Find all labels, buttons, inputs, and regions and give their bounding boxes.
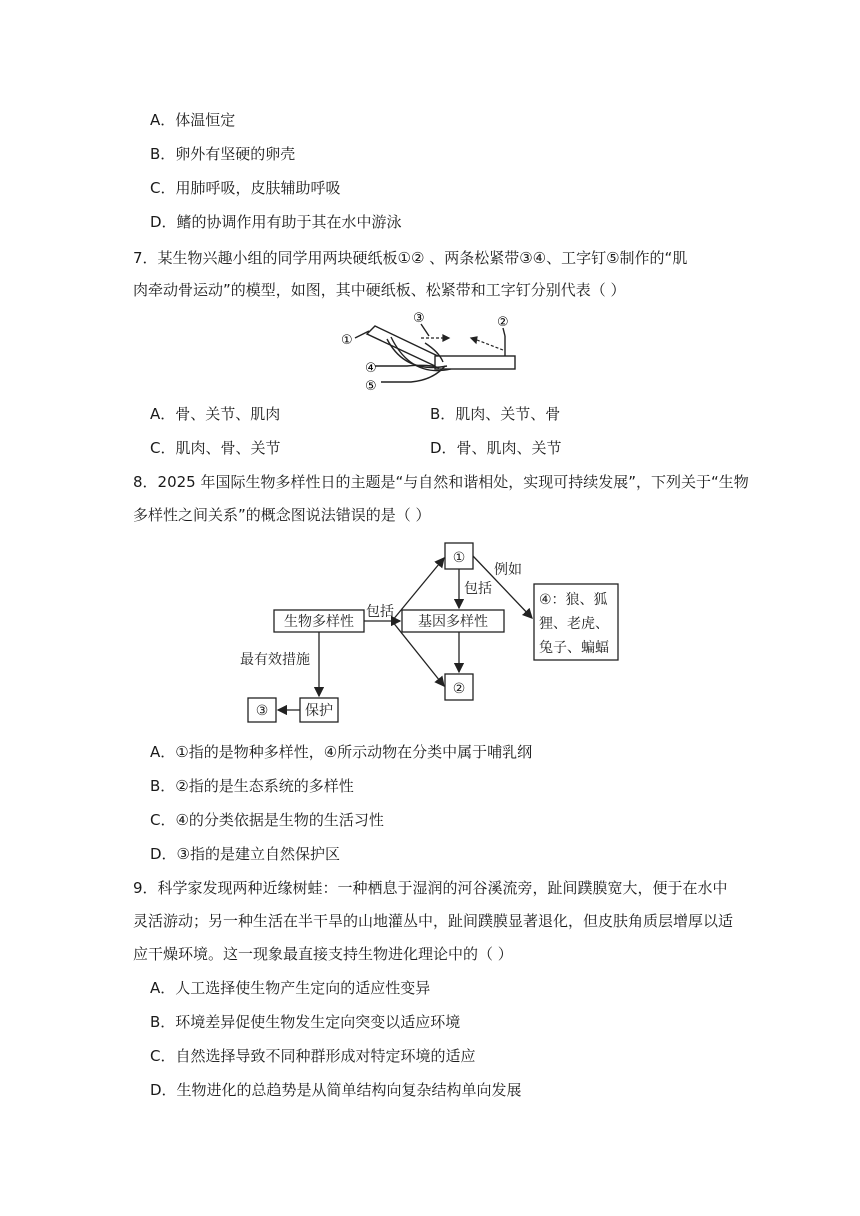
q8-label-example: 例如: [494, 562, 522, 578]
q9-stem-line1: 9．科学家发现两种近缘树蛙：一种栖息于湿润的河谷溪流旁，趾间蹼膜宽大，便于在水中: [133, 879, 728, 897]
q7-option-a: A．骨、关节、肌肉: [150, 405, 281, 423]
q7-muscle-model-figure: [335, 306, 525, 396]
q9-stem-line3: 应干燥环境。这一现象最直接支持生物进化理论中的（ ）: [133, 945, 513, 963]
q7-option-c: C．肌肉、骨、关节: [150, 439, 281, 457]
q6-option-d: D．鳍的协调作用有助于其在水中游泳: [150, 213, 402, 231]
q8-box-1-label: ①: [452, 550, 466, 566]
q8-label-include: 包括: [366, 604, 394, 620]
q9-option-d: D．生物进化的总趋势是从简单结构向复杂结构单向发展: [150, 1081, 522, 1099]
q7-stem-line1: 7．某生物兴趣小组的同学用两块硬纸板①② 、两条松紧带③④、工字钉⑤制作的“肌: [133, 249, 688, 267]
q7-label-5: ⑤: [365, 379, 377, 394]
q8-box-biodiversity-label: 生物多样性: [284, 614, 354, 630]
q8-option-b: B．②指的是生态系统的多样性: [150, 777, 354, 795]
q6-option-b: B．卵外有坚硬的卵壳: [150, 145, 296, 163]
q6-option-c: C．用肺呼吸，皮肤辅助呼吸: [150, 179, 341, 197]
q7-stem-line2: 肉牵动骨运动”的模型，如图，其中硬纸板、松紧带和工字钉分别代表（ ）: [133, 281, 626, 299]
q9-stem-line2: 灵活游动；另一种生活在半干旱的山地灌丛中，趾间蹼膜显著退化，但皮肤角质层增厚以适: [133, 912, 734, 930]
q9-option-a: A．人工选择使生物产生定向的适应性变异: [150, 979, 431, 997]
q8-label-include2: 包括: [464, 581, 492, 597]
q8-box-2-label: ②: [452, 681, 466, 697]
q8-box-4-line2: 狸、老虎、: [539, 616, 609, 632]
q7-label-4: ④: [365, 361, 377, 376]
q8-box-4-line3: 兔子、蝙蝠: [539, 640, 609, 656]
q7-option-b: B．肌肉、关节、骨: [430, 405, 561, 423]
q8-box-gene-label: 基因多样性: [418, 614, 488, 630]
q7-label-2: ②: [497, 315, 509, 330]
q8-concept-map: [240, 536, 630, 730]
q8-box-protect-label: 保护: [305, 703, 333, 719]
q8-stem-line1: 8．2025 年国际生物多样性日的主题是“与自然和谐相处，实现可持续发展”，下列关于“生物: [133, 473, 749, 491]
q8-option-a: A．①指的是物种多样性，④所示动物在分类中属于哺乳纲: [150, 743, 533, 761]
q8-box-4-line1: ④：狼、狐: [539, 592, 608, 608]
q8-label-measure: 最有效措施: [240, 652, 310, 668]
q8-box-3-label: ③: [255, 703, 269, 719]
q8-stem-line2: 多样性之间关系”的概念图说法错误的是（ ）: [133, 506, 431, 524]
q9-option-b: B．环境差异促使生物发生定向突变以适应环境: [150, 1013, 461, 1031]
q7-option-d: D．骨、肌肉、关节: [430, 439, 562, 457]
q7-label-1: ①: [341, 333, 353, 348]
q8-option-c: C．④的分类依据是生物的生活习性: [150, 811, 384, 829]
q7-label-3: ③: [413, 311, 425, 326]
q8-option-d: D．③指的是建立自然保护区: [150, 845, 340, 863]
q6-option-a: A．体温恒定: [150, 111, 236, 129]
q9-option-c: C．自然选择导致不同种群形成对特定环境的适应: [150, 1047, 476, 1065]
q7-board-2: [435, 356, 515, 369]
